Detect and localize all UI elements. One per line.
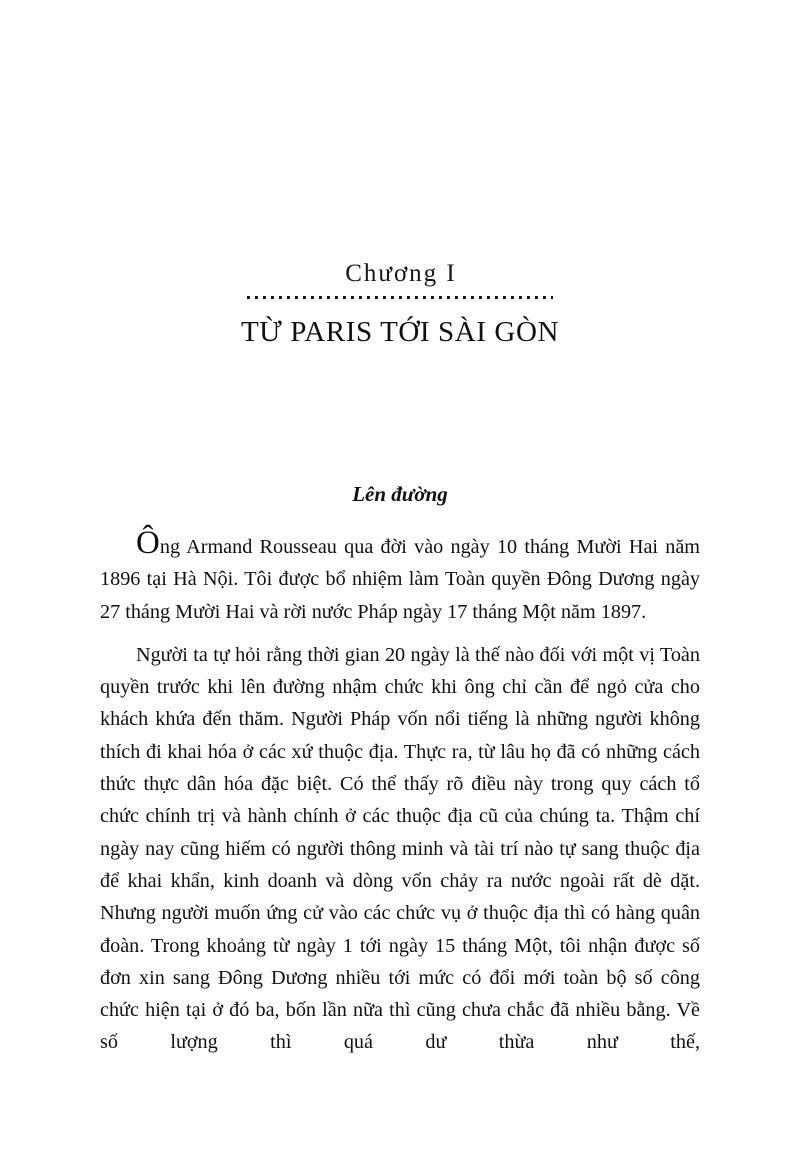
paragraph-2 xyxy=(100,639,700,1091)
paragraph-1-text: ng Armand Rousseau qua đời vào ngày 10 tháng Mười Hai năm 1896 tại Hà Nội. Tôi được bổ nhiệm làm Toàn quyền Đông Dương ngày 27 tháng Mười Hai và rời nước Pháp ngày 17 tháng Một năm 1897. xyxy=(100,536,700,623)
paragraph-2-text: Người ta tự hỏi rằng thời gian 20 ngày là thế nào đối với một vị Toàn quyền trước khi lên đường nhậm chức khi ông chỉ cần để ngỏ cửa cho khách khứa đến thăm. Người Pháp vốn nổi tiếng là những người không thích đi khai hóa ở các xứ thuộc địa. Thực ra, từ lâu họ đã có những cách thức thực dân hóa đặc biệt. Có thể thấy rõ điều này trong quy cách tổ chức chính trị và hành chính ở các thuộc địa cũ của chúng ta. Thậm chí ngày nay cũng hiếm có người thông minh và tài trí nào tự sang thuộc địa để khai khẩn, kinh doanh và dòng vốn chảy ra nước ngoài rất dè dặt. Nhưng người muốn ứng cử vào các chức vụ ở thuộc địa thì có hàng quân đoàn. Trong khoảng từ ngày 1 tới ngày 15 tháng Một, tôi nhận được số đơn xin sang Đông Dương nhiều tới mức có đổi mới toàn bộ số công chức hiện tại ở đó ba, bốn lần nữa thì cũng chưa chắc đã nhiều bằng. Về số lượng thì quá dư thừa như thế, xyxy=(100,643,700,1054)
section-heading: Lên đường xyxy=(352,482,448,506)
body-text-block xyxy=(100,525,700,1091)
paragraph-1 xyxy=(100,525,700,628)
chapter-number: Chương I xyxy=(345,260,457,287)
drop-cap-letter: Ô xyxy=(136,525,160,561)
chapter-divider-rule xyxy=(247,296,553,299)
chapter-heading-block xyxy=(100,258,700,350)
chapter-title: TỪ PARIS TỚI SÀI GÒN xyxy=(240,316,560,348)
